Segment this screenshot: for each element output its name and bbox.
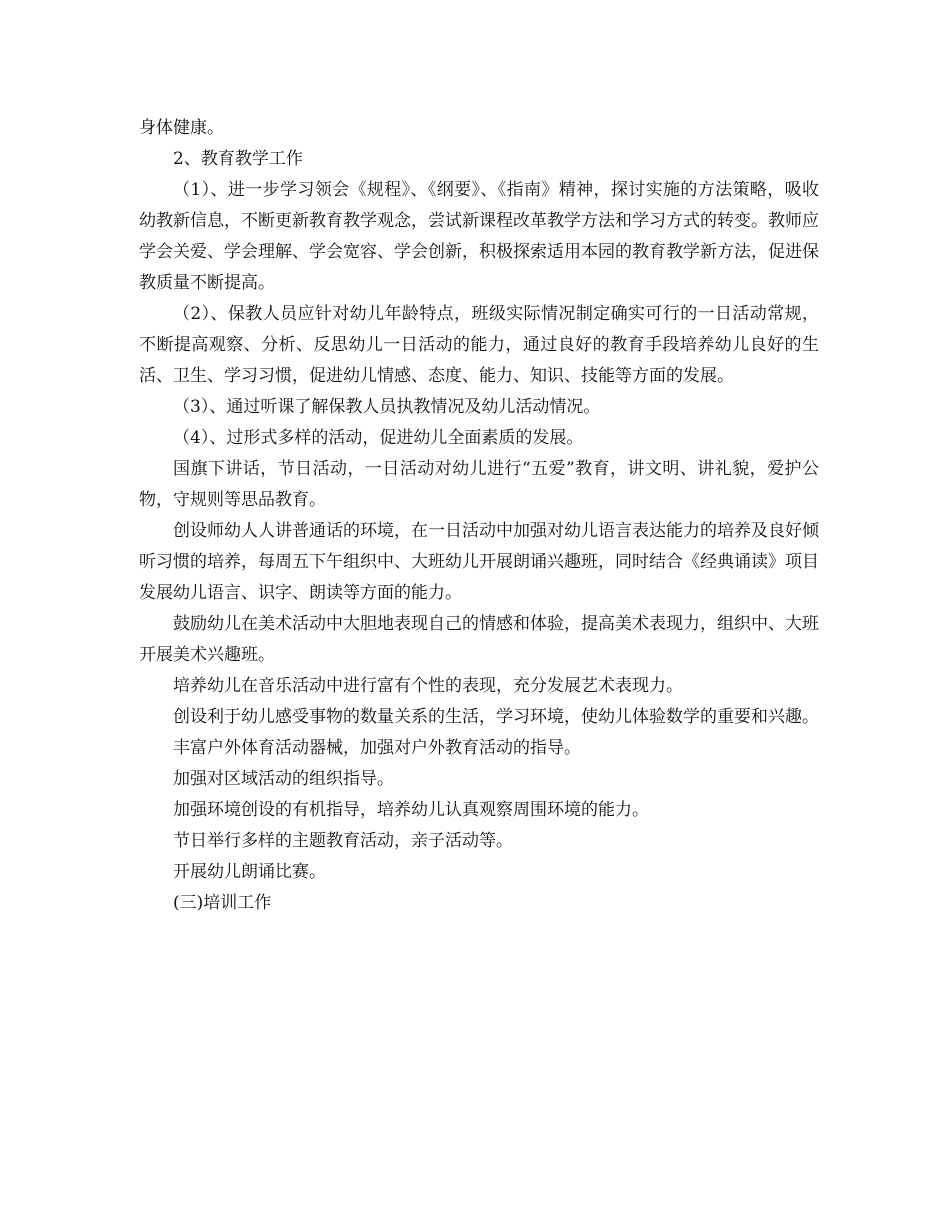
paragraph-item-1: （1）、进一步学习领会《规程》、《纲要》、《指南》精神，探讨实施的方法策略，吸收幼教新信息，不断更新教育教学观念，尝试新课程改革教学方法和学习方式的转变。教师应学会关爱、学会理解、学会宽容、学会创新，积极探索适用本园的教育教学新方法，促进保教质量不断提高。	[139, 180, 819, 293]
paragraph-flag-speech: 国旗下讲话，节日活动，一日活动对幼儿进行“五爱”教育，讲文明、讲礼貌，爱护公物，守规则等思品教育。	[139, 459, 819, 510]
paragraph-item-2: （2）、保教人员应针对幼儿年龄特点，班级实际情况制定确实可行的一日活动常规，不断提高观察、分析、反思幼儿一日活动的能力，通过良好的教育手段培养幼儿良好的生活、卫生、学习习惯，促进幼儿情感、态度、能力、知识、技能等方面的发展。	[139, 304, 819, 386]
paragraph-item-3: （3）、通过听课了解保教人员执教情况及幼儿活动情况。	[173, 397, 601, 417]
heading-teaching-work: 2、教育教学工作	[173, 149, 303, 169]
paragraph-festival: 节日举行多样的主题教育活动，亲子活动等。	[173, 831, 513, 851]
paragraph-music: 培养幼儿在音乐活动中进行富有个性的表现，充分发展艺术表现力。	[173, 676, 683, 696]
document-body	[139, 113, 819, 919]
paragraph-recitation: 开展幼儿朗诵比赛。	[173, 862, 326, 882]
paragraph-health-end: 身体健康。	[139, 118, 224, 138]
paragraph-art: 鼓励幼儿在美术活动中大胆地表现自己的情感和体验，提高美术表现力，组织中、大班开展美术兴趣班。	[139, 614, 819, 665]
paragraph-outdoor: 丰富户外体育活动器械，加强对户外教育活动的指导。	[173, 738, 581, 758]
paragraph-item-4: （4）、过形式多样的活动，促进幼儿全面素质的发展。	[173, 428, 584, 448]
paragraph-area-activity: 加强对区域活动的组织指导。	[173, 769, 394, 789]
paragraph-environment: 加强环境创设的有机指导，培养幼儿认真观察周围环境的能力。	[173, 800, 649, 820]
heading-training-work: (三)培训工作	[173, 893, 272, 913]
paragraph-math: 创设利于幼儿感受事物的数量关系的生活，学习环境，使幼儿体验数学的重要和兴趣。	[173, 707, 819, 727]
paragraph-mandarin: 创设师幼人人讲普通话的环境，在一日活动中加强对幼儿语言表达能力的培养及良好倾听习惯的培养，每周五下午组织中、大班幼儿开展朗诵兴趣班，同时结合《经典诵读》项目发展幼儿语言、识字、朗读等方面的能力。	[139, 521, 819, 603]
